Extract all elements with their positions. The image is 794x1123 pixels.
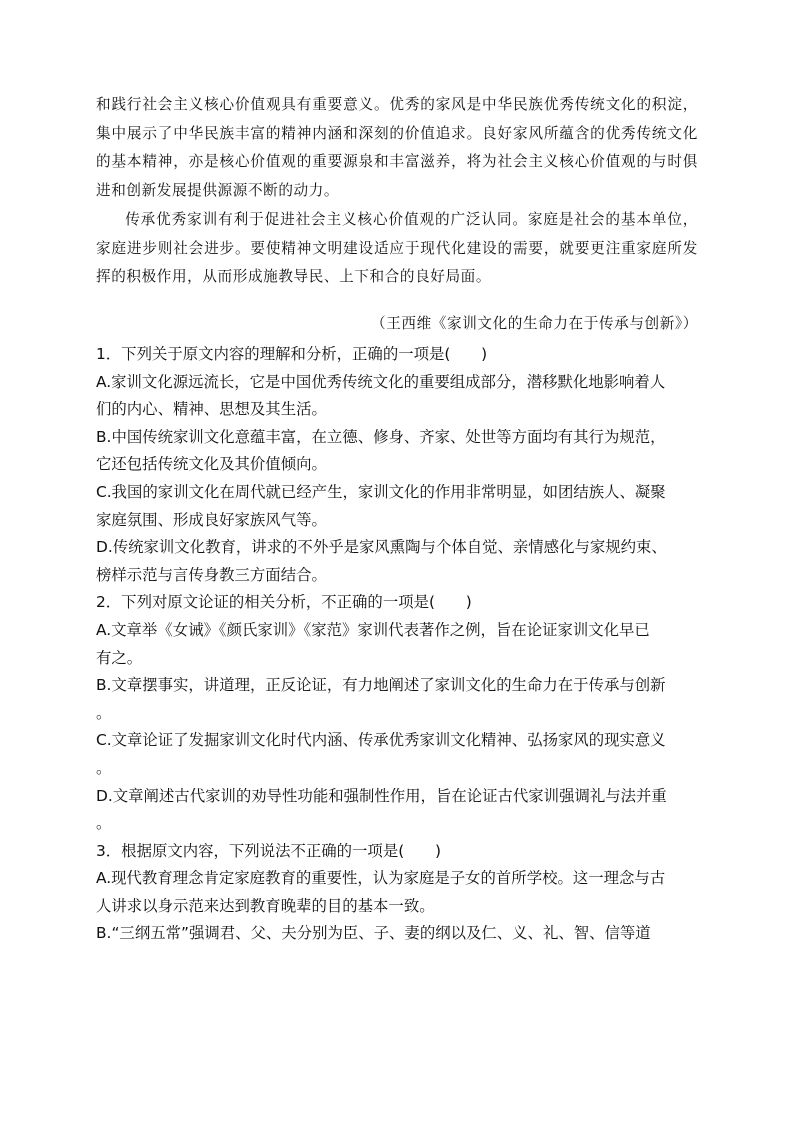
option-a-line: 们的内心、精神、思想及其生活。	[96, 400, 327, 419]
question-list	[96, 341, 698, 948]
option-a-line: 人讲求以身示范来达到教育晚辈的目的基本一致。	[96, 896, 435, 915]
option-d-line: 。	[96, 814, 112, 833]
option-a-line: A.家训文化源远流长，它是中国优秀传统文化的重要组成部分，潜移默化地影响着人	[96, 372, 666, 391]
option-b-line: B.中国传统家训文化意蕴丰富，在立德、修身、齐家、处世等方面均有其行为规范，	[96, 427, 666, 446]
passage-text	[96, 91, 698, 292]
option-b-line: 它还包括传统文化及其价值倾向。	[96, 455, 327, 474]
option-c-line: C.文章论证了发掘家训文化时代内涵、传承优秀家训文化精神、弘扬家风的现实意义	[96, 731, 666, 750]
option-d-line: D.传统家训文化教育，讲求的不外乎是家风熏陶与个体自觉、亲情感化与家规约束、	[96, 538, 667, 557]
option-a-line: A.现代教育理念肯定家庭教育的重要性，认为家庭是子女的首所学校。这一理念与古	[96, 869, 666, 888]
option-d-line: D.文章阐述古代家训的劝导性功能和强制性作用，旨在论证古代家训强调礼与法并重	[96, 786, 667, 805]
option-b-line: B.文章摆事实，讲道理，正反论证，有力地阐述了家训文化的生命力在于传承与创新	[96, 676, 666, 695]
option-a-line: A.文章举《女诫》《颜氏家训》《家范》家训代表著作之例，旨在论证家训文化早已	[96, 620, 650, 639]
passage-source: （王西维《家训文化的生命力在于传承与创新》）	[371, 315, 698, 332]
option-d-line: 榜样示范与言传身教三方面结合。	[96, 565, 327, 584]
option-c-line: 家庭氛围、形成良好家族风气等。	[96, 510, 327, 529]
question-stem: 2．下列对原文论证的相关分析，不正确的一项是( )	[96, 593, 472, 612]
option-b-line: 。	[96, 703, 112, 722]
passage-paragraph: 传承优秀家训有利于促进社会主义核心价值观的广泛认同。家庭是社会的基本单位，家庭进步则社会进步。要使精神文明建设适应于现代化建设的需要，就要更注重家庭所发挥的积极作用，从而形成施教导民、上下和合的良好局面。	[96, 210, 698, 286]
passage-paragraph: 和践行社会主义核心价值观具有重要意义。优秀的家风是中华民族优秀传统文化的积淀，集中展示了中华民族丰富的精神内涵和深刻的价值追求。良好家风所蕴含的优秀传统文化的基本精神，亦是核心价值观的重要源泉和丰富滋养，将为社会主义核心价值观的与时俱进和创新发展提供源源不断的动力。	[96, 96, 698, 200]
option-c-line: C.我国的家训文化在周代就已经产生，家训文化的作用非常明显，如团结族人、凝聚	[96, 482, 666, 501]
option-a-line: 有之。	[96, 648, 143, 667]
option-b-line: B.“三纲五常”强调君、父、夫分别为臣、子、妻的纲以及仁、义、礼、智、信等道	[96, 924, 651, 943]
option-c-line: 。	[96, 758, 112, 777]
question-stem: 1．下列关于原文内容的理解和分析，正确的一项是( )	[96, 345, 488, 363]
question-stem: 3．根据原文内容，下列说法不正确的一项是( )	[96, 841, 442, 860]
